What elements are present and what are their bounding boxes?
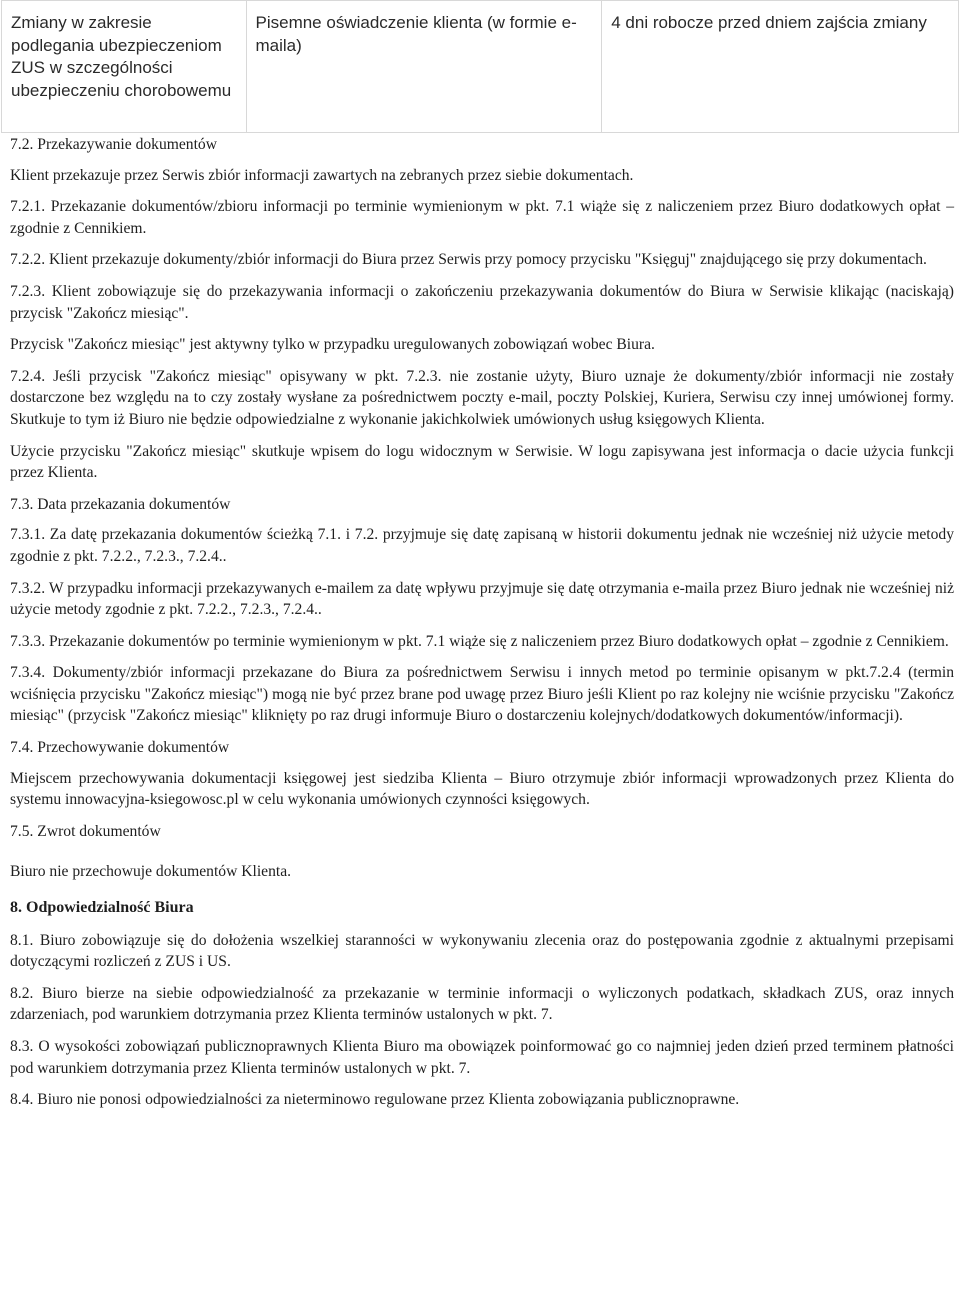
paragraph-7-2-2: 7.2.2. Klient przekazuje dokumenty/zbiór informacji do Biura przez Serwis przy pomocy przycisku "Księguj" znajdującego się przy dokumentach.: [10, 251, 927, 269]
section-heading-8: 8. Odpowiedzialność Biura: [10, 899, 194, 917]
table-cell-form: Pisemne oświadczenie klienta (w formie e-maila): [246, 1, 602, 133]
paragraph-8-1: 8.1. Biuro zobowiązuje się do dołożenia wszelkiej staranności w wykonywaniu zlecenia oraz do postępowania zgodnie z aktualnymi przepisami dotyczącymi rozliczeń z ZUS i US.: [10, 931, 954, 971]
table-row: [2, 1, 959, 133]
paragraph: Miejscem przechowywania dokumentacji księgowej jest siedziba Klienta – Biuro otrzymuje zbiór informacji wprowadzonych przez Klienta do systemu innowacyjna-ksiegowosc.pl w celu wykonania umówionych czynności księgowych.: [10, 769, 954, 809]
section-heading-7-5: 7.5. Zwrot dokumentów: [10, 822, 161, 840]
paragraph-7-3-1: 7.3.1. Za datę przekazania dokumentów ścieżką 7.1. i 7.2. przyjmuje się datę zapisaną w historii dokumentu jednak nie wcześniej niż użycie metody zgodnie z pkt. 7.2.2., 7.2.3., 7.2.4..: [10, 526, 954, 565]
section-heading-7-3: 7.3. Data przekazania dokumentów: [10, 495, 231, 513]
spacer: [10, 851, 954, 861]
section-heading-7-2: 7.2. Przekazywanie dokumentów: [10, 136, 217, 153]
obligations-table: [1, 0, 959, 133]
paragraph-7-3-2: 7.3.2. W przypadku informacji przekazywanych e-mailem za datę wpływu przyjmuje się datę otrzymania e-maila przez Biuro jednak nie wcześniej niż użycie metody zgodnie z pkt. 7.2.2., 7.2.3., 7.2.4..: [10, 579, 954, 619]
table: [0, 0, 960, 132]
paragraph-7-3-3: 7.3.3. Przekazanie dokumentów po terminie wymienionym w pkt. 7.1 wiąże się z naliczeniem przez Biuro dodatkowych opłat – zgodnie z Cennikiem.: [10, 632, 949, 650]
paragraph: Klient przekazuje przez Serwis zbiór informacji zawartych na zebranych przez siebie dokumentach.: [10, 166, 634, 184]
table-cell-change-type: Zmiany w zakresie podlegania ubezpieczeniom ZUS w szczególności ubezpieczeniu chorobowemu: [2, 1, 247, 133]
section-heading-7-4: 7.4. Przechowywanie dokumentów: [10, 739, 230, 757]
paragraph-8-3: 8.3. O wysokości zobowiązań publicznoprawnych Klienta Biuro ma obowiązek poinformować go co najmniej jeden dzień przed terminem płatności pod warunkiem dotrzymania przez Klienta terminów ustalonych w pkt. 7.: [10, 1038, 954, 1077]
paragraph-8-4: 8.4. Biuro nie ponosi odpowiedzialności za nieterminowo regulowane przez Klienta zobowiązania publicznoprawne.: [10, 1091, 740, 1109]
paragraph-7-2-3: 7.2.3. Klient zobowiązuje się do przekazywania informacji o zakończeniu przekazywania dokumentów do Biura w Serwisie klikając (naciskają) przycisk "Zakończ miesiąc".: [10, 282, 954, 322]
paragraph-7-2-1: 7.2.1. Przekazanie dokumentów/zbioru informacji po terminie wymienionym w pkt. 7.1 wiąże się z naliczeniem przez Biuro dodatkowych opłat – zgodnie z Cennikiem.: [10, 198, 954, 237]
paragraph: Przycisk "Zakończ miesiąc" jest aktywny tylko w przypadku uregulowanych zobowiązań wobec Biura.: [10, 336, 655, 354]
paragraph-7-2-4: 7.2.4. Jeśli przycisk "Zakończ miesiąc" opisywany w pkt. 7.2.3. nie zostanie użyty, Biuro uznaje że dokumenty/zbiór informacji nie zostały dostarczone bez względu na to czy zostały wysłane za pośrednictwem poczty e-mail, poczty Polskiej, Kuriera, Serwisu czy innej umówionej formy. Skutkuje to tym iż Biuro nie będzie odpowiedzialne z wykonanie jakichkolwiek umówionych usług księgowych Klienta.: [10, 367, 954, 428]
table-cell-deadline: 4 dni robocze przed dniem zajścia zmiany: [602, 1, 959, 133]
paragraph: Biuro nie przechowuje dokumentów Klienta.: [10, 863, 292, 881]
paragraph-7-3-4: 7.3.4. Dokumenty/zbiór informacji przekazane do Biura za pośrednictwem Serwisu i innych metod po terminie opisanym w pkt.7.2.4 (termin wciśnięcia przycisku "Zakończ miesiąc") mogą nie być przez brane pod uwagę przez Biuro jeśli Klient po raz kolejny nie wciśnie przycisku "Zakończ miesiąc" (przycisk "Zakończ miesiąc" kliknięty po raz drugi informuje Biuro o dostarczeniu kolejnych/dodatkowych dokumentów/informacji).: [10, 664, 954, 725]
paragraph: Użycie przycisku "Zakończ miesiąc" skutkuje wpisem do logu widocznym w Serwisie. W logu zapisywana jest informacja o dacie użycia funkcji przez Klienta.: [10, 442, 954, 482]
document-body: [10, 134, 954, 1121]
paragraph-8-2: 8.2. Biuro bierze na siebie odpowiedzialność za przekazanie w terminie informacji o wyliczonych podatkach, składkach ZUS, oraz innych zdarzeniach, pod warunkiem dotrzymania przez Klienta terminów ustalonych w pkt. 7.: [10, 984, 954, 1024]
